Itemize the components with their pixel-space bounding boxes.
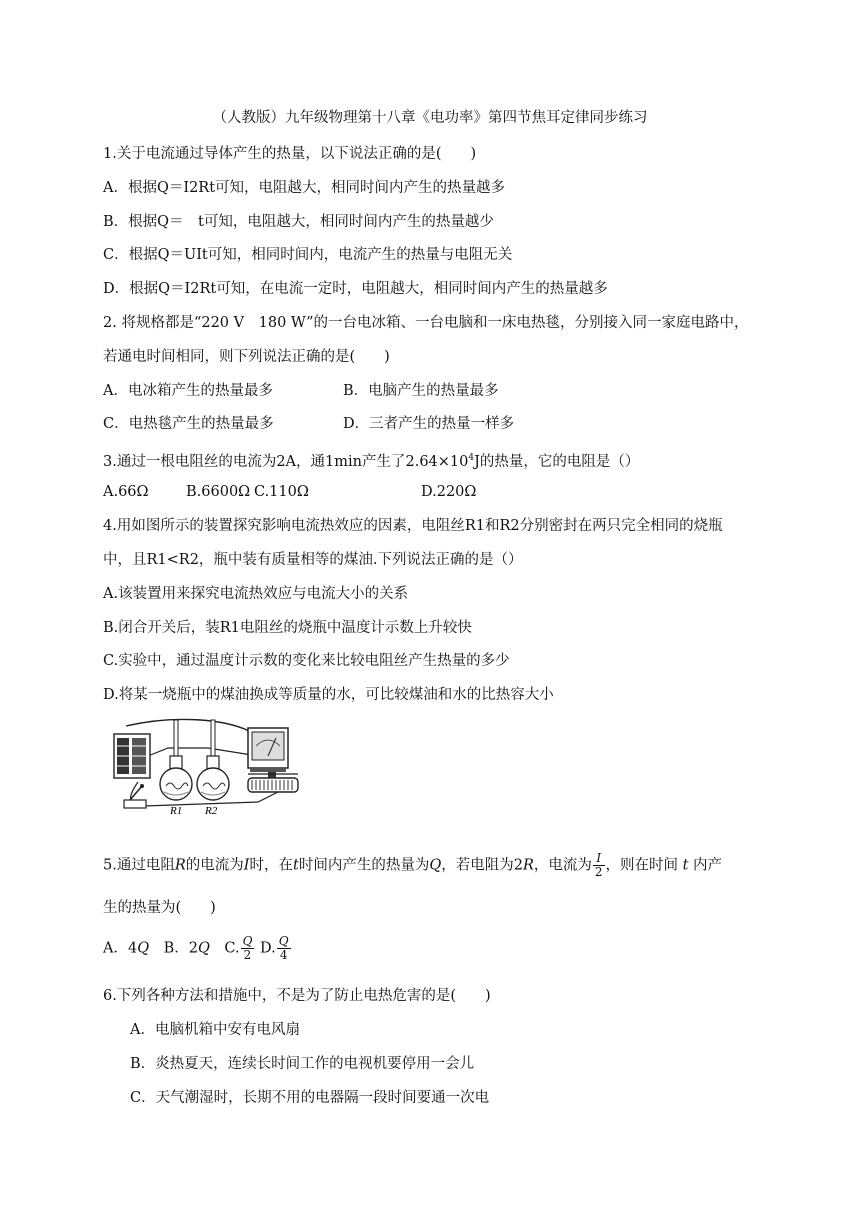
q3-exponent: 4	[468, 453, 475, 463]
q5-var: R	[174, 857, 186, 874]
battery-icon	[114, 734, 150, 778]
q3-option-d: D.220Ω	[421, 484, 477, 500]
fraction-q-over-4	[277, 935, 291, 962]
label-r2: R2	[205, 805, 218, 816]
q4-stem-line1: 4.用如图所示的装置探究影响电流热效应的因素，电阻丝R1和R2分别密封在两只完全相同的烧瓶	[103, 518, 723, 534]
rheostat-icon	[248, 772, 298, 792]
q3-stem-tail: J的热量，它的电阻是（）	[474, 453, 640, 470]
q5-options	[103, 935, 292, 962]
q5-option-b: B．2	[149, 940, 198, 957]
q4-option-b: B.闭合开关后，装R1电阻丝的烧瓶中温度计示数上升较快	[103, 620, 472, 636]
flask-r1-icon	[160, 756, 192, 800]
q1-option-b: B．根据Q＝ t可知，电阻越大，相同时间内产生的热量越少	[103, 214, 494, 230]
q4-option-c: C.实验中，通过温度计示数的变化来比较电阻丝产生热量的多少	[103, 653, 510, 669]
q5-text: 5.通过电阻	[103, 857, 175, 874]
ammeter-icon	[248, 728, 288, 772]
q5-var: t	[293, 857, 299, 874]
q5-option-c: C.	[209, 940, 240, 957]
q5-stem-line2: 生的热量为( )	[103, 900, 216, 916]
q1-stem: 1.关于电流通过导体产生的热量，以下说法正确的是( )	[103, 146, 477, 162]
page-title: （人教版）九年级物理第十八章《电功率》第四节焦耳定律同步练习	[212, 110, 648, 126]
q1-option-a: A．根据Q＝I2Rt可知，电阻越大，相同时间内产生的热量越多	[103, 180, 506, 196]
q5-var: Q	[429, 857, 442, 874]
q5-var: R	[522, 857, 534, 874]
q3-stem	[103, 448, 639, 472]
fraction-denominator: 4	[279, 948, 288, 962]
q5-var: Q	[197, 940, 210, 957]
q6-option-c: C．天气潮湿时，长期不用的电器隔一段时间要通一次电	[130, 1090, 490, 1106]
q2-option-a: A．电冰箱产生的热量最多	[103, 383, 273, 399]
q5-text: 时，在	[249, 857, 293, 874]
q5-text: 时间内产生的热量为	[298, 857, 430, 874]
q2-stem-line2: 若通电时间相同，则下列说法正确的是( )	[103, 349, 390, 365]
fraction-i-over-2	[593, 852, 605, 879]
q5-stem-line1	[103, 852, 722, 879]
q5-text: 内产	[688, 857, 723, 874]
q4-option-d: D.将某一烧瓶中的煤油换成等质量的水，可比较煤油和水的比热容大小	[103, 687, 554, 703]
q5-text: ，若电阻为2	[441, 857, 523, 874]
q5-option-d: D.	[255, 940, 276, 957]
flask-r2-icon	[197, 756, 229, 800]
q5-var: Q	[137, 940, 150, 957]
q6-stem: 6.下列各种方法和措施中，不是为了防止电热危害的是( )	[103, 988, 491, 1004]
q5-text: ，电流为	[533, 857, 592, 874]
q5-var: I	[243, 857, 250, 874]
q6-option-a: A．电脑机箱中安有电风扇	[130, 1022, 300, 1038]
fraction-numerator: Q	[278, 934, 289, 948]
q4-stem-line2: 中，且R1<R2，瓶中装有质量相等的煤油.下列说法正确的是（）	[103, 552, 523, 568]
q3-option-a: A.66Ω	[103, 484, 149, 500]
fraction-numerator: I	[593, 852, 605, 866]
fraction-numerator: Q	[242, 934, 253, 948]
q2-option-d: D．三者产生的热量一样多	[343, 416, 515, 432]
q1-option-d: D．根据Q＝I2Rt可知，在电流一定时，电阻越大，相同时间内产生的热量越多	[103, 281, 608, 297]
fraction-denominator: 2	[243, 948, 252, 962]
label-r1: R1	[170, 805, 183, 816]
q2-option-c: C．电热毯产生的热量最多	[103, 416, 274, 432]
q5-text: 的电流为	[185, 857, 244, 874]
q5-option-a: A．4	[103, 940, 138, 957]
q1-option-c: C．根据Q＝UIt可知，相同时间内，电流产生的热量与电阻无关	[103, 247, 513, 263]
q5-text: ，则在时间	[605, 857, 683, 874]
q2-option-b: B．电脑产生的热量最多	[343, 383, 499, 399]
fraction-q-over-2	[241, 935, 255, 962]
q6-option-b: B．炎热夏天，连续长时间工作的电视机要停用一会儿	[130, 1056, 475, 1072]
q5-var: t	[682, 857, 689, 874]
q2-stem-line1: 2. 将规格都是“220 V 180 W”的一台电冰箱、一台电脑和一床电热毯，分别接入同一家庭电路中，	[103, 315, 749, 331]
q3-option-b: B.6600Ω	[186, 484, 251, 500]
q3-option-c: C.110Ω	[254, 484, 309, 500]
q3-stem-text: 3.通过一根电阻丝的电流为2A，通1min产生了2.64×10	[103, 453, 469, 470]
q4-option-a: A.该装置用来探究电流热效应与电流大小的关系	[103, 586, 409, 602]
fraction-denominator: 2	[594, 865, 603, 879]
experiment-apparatus-figure	[108, 716, 316, 816]
